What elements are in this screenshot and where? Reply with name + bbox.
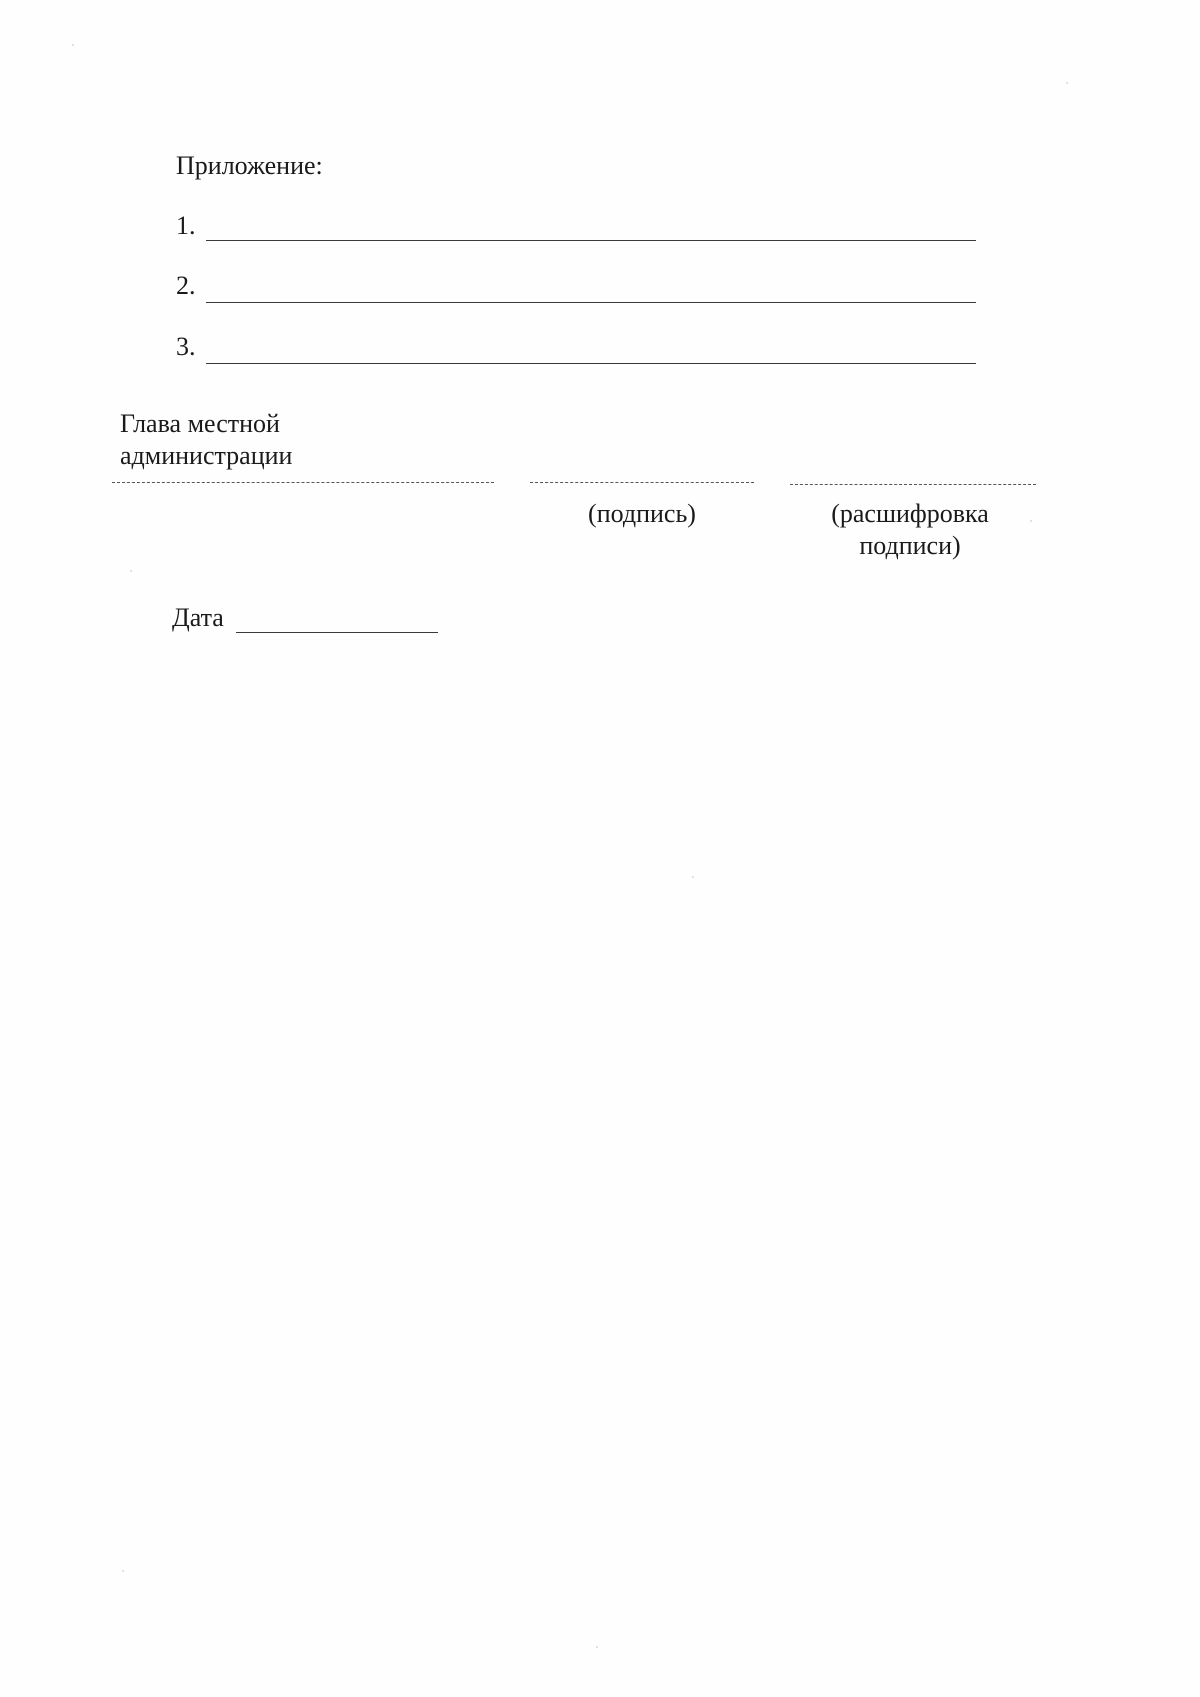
- scan-speck: [72, 44, 74, 46]
- attachment-number-2: 2.: [176, 271, 196, 300]
- attachment-line-1[interactable]: [206, 240, 976, 241]
- attachment-number-1: 1.: [176, 211, 196, 240]
- signature-decoding-line[interactable]: [790, 484, 1036, 485]
- attachment-line-3[interactable]: [206, 363, 976, 364]
- signature-line[interactable]: [530, 482, 754, 483]
- signature-caption: (подпись): [588, 499, 696, 528]
- date-label: Дата: [172, 603, 224, 632]
- scan-speck: [130, 570, 132, 572]
- position-title-line2: администрации: [120, 441, 293, 470]
- scan-speck: [1030, 520, 1032, 522]
- scan-speck: [692, 876, 694, 878]
- attachment-line-2[interactable]: [206, 302, 976, 303]
- decoding-caption-line2: подписи): [859, 531, 961, 560]
- decoding-caption-line1: (расшифровка: [831, 499, 989, 528]
- attachments-title: Приложение:: [176, 151, 323, 180]
- date-line[interactable]: [236, 632, 438, 633]
- scan-speck: [122, 1570, 124, 1572]
- scan-speck: [1066, 82, 1068, 84]
- position-title-line1: Глава местной: [120, 409, 280, 438]
- attachment-number-3: 3.: [176, 332, 196, 361]
- scan-speck: [596, 1646, 598, 1648]
- position-line[interactable]: [112, 482, 494, 483]
